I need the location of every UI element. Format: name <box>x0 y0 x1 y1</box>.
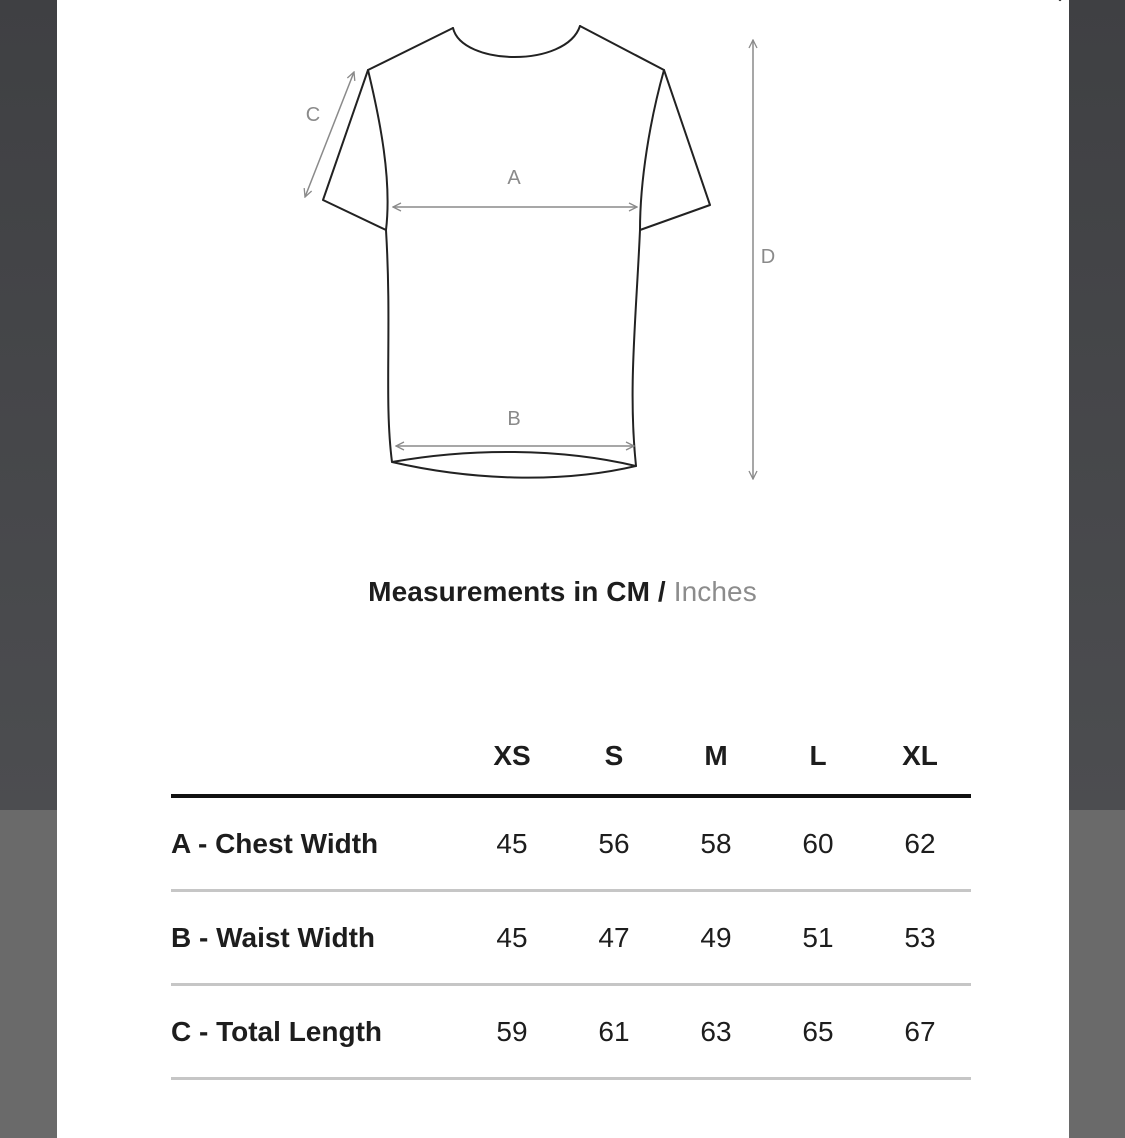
unit-inches-toggle[interactable]: Inches <box>673 576 757 607</box>
size-header-l: L <box>767 718 869 796</box>
diagram-label-b: B <box>507 408 521 430</box>
table-cell: 49 <box>665 891 767 985</box>
table-row <box>171 891 971 985</box>
table-cell: 60 <box>767 796 869 891</box>
size-header-xl: XL <box>869 718 971 796</box>
row-label-total-length: C - Total Length <box>171 985 461 1079</box>
measurement-units-caption <box>0 576 1125 608</box>
table-cell: 59 <box>461 985 563 1079</box>
table-cell: 45 <box>461 891 563 985</box>
size-chart-table <box>171 718 971 1080</box>
table-cell: 51 <box>767 891 869 985</box>
row-label-waist-width: B - Waist Width <box>171 891 461 985</box>
table-cell: 45 <box>461 796 563 891</box>
table-cell: 53 <box>869 891 971 985</box>
diagram-label-c: C <box>305 104 321 126</box>
unit-cm-label: Measurements in CM / <box>368 576 666 607</box>
size-header-s: S <box>563 718 665 796</box>
table-cell: 47 <box>563 891 665 985</box>
size-header-xs: XS <box>461 718 563 796</box>
table-cell: 56 <box>563 796 665 891</box>
table-cell: 61 <box>563 985 665 1079</box>
table-row <box>171 796 971 891</box>
table-cell: 58 <box>665 796 767 891</box>
size-header-row <box>171 718 971 796</box>
diagram-label-d: D <box>760 246 776 268</box>
table-cell: 62 <box>869 796 971 891</box>
size-header-m: M <box>665 718 767 796</box>
tshirt-measurement-diagram <box>0 0 1125 520</box>
row-label-chest-width: A - Chest Width <box>171 796 461 891</box>
table-row <box>171 985 971 1079</box>
table-cell: 63 <box>665 985 767 1079</box>
table-cell: 65 <box>767 985 869 1079</box>
table-cell: 67 <box>869 985 971 1079</box>
diagram-label-a: A <box>507 167 521 189</box>
size-header-blank <box>171 718 461 796</box>
